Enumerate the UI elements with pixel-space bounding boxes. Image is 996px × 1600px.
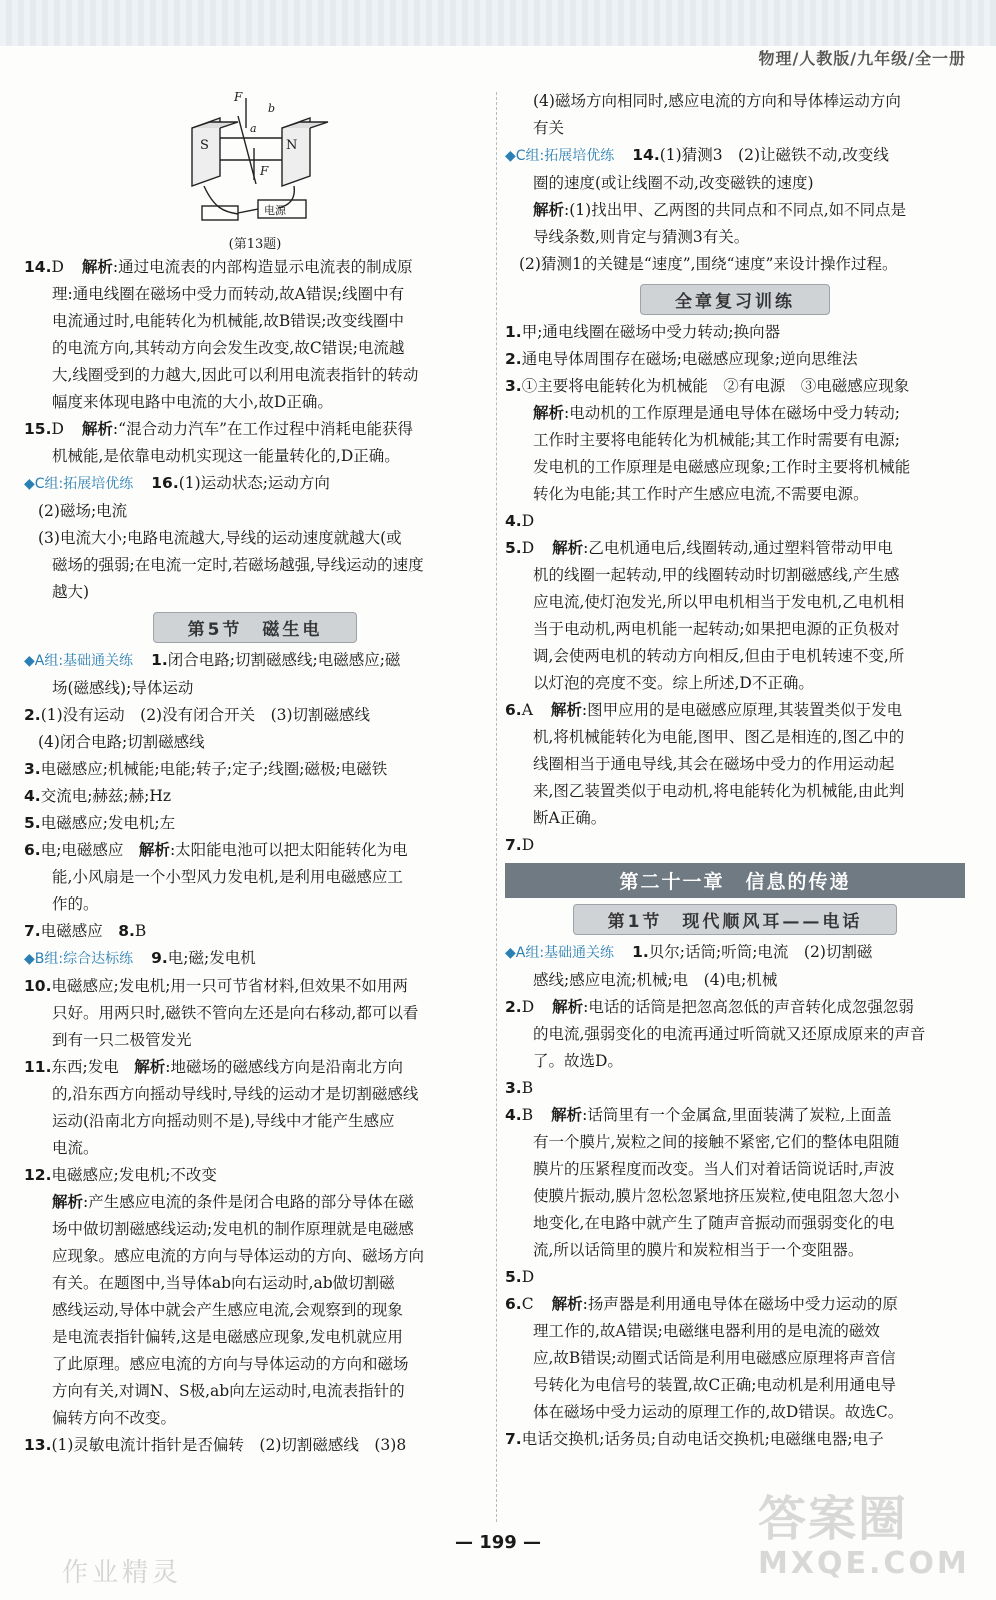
- continuation-text: 号转化为电信号的装置,故C正确;电动机是利用通电导: [533, 1376, 897, 1394]
- section-title: 第1节 现代顺风耳——电话: [573, 904, 898, 935]
- answer-text: 电;电磁感应: [40, 841, 139, 859]
- answer-line: [505, 1183, 965, 1210]
- answer-line: [505, 170, 965, 197]
- continuation-text: 了。故选D。: [533, 1052, 623, 1070]
- answer-text: 话筒里有一个金属盒,里面装满了炭粒,上面盖: [587, 1106, 892, 1124]
- answer-text: D: [521, 1268, 535, 1286]
- label-f1: F: [234, 90, 243, 104]
- answer-text: 图甲应用的是电磁感应原理,其装置类似于发电: [587, 701, 903, 719]
- answer-line: [505, 88, 965, 115]
- continuation-text: 的电流,强弱变化的电流再通过听筒就又还原成原来的声音: [533, 1025, 926, 1043]
- figure-caption: (第13题): [228, 237, 282, 252]
- continuation-text: 越大): [52, 583, 90, 601]
- continuation-text: 机,将机械能转化为电能,图甲、图乙是相连的,图乙中的: [533, 728, 905, 746]
- answer-line: [24, 1324, 486, 1351]
- question-number: 1.: [505, 323, 522, 341]
- group-label: ◆A组:基础通关练: [505, 945, 615, 961]
- continuation-text: (4)磁场方向相同时,感应电流的方向和导体棒运动方向: [533, 92, 901, 110]
- answer-line: [505, 142, 965, 170]
- answer-line: [505, 1264, 965, 1291]
- answer-line: [24, 864, 486, 891]
- answer-line: 6.C 解析:扬声器是利用通电导体在磁场中受力运动的原: [505, 1295, 898, 1313]
- answer-line: 6.A 解析:图甲应用的是电磁感应原理,其装置类似于发电: [505, 701, 903, 719]
- continuation-text: 了此原理。感应电流的方向与导体运动的方向和磁场: [52, 1355, 409, 1373]
- running-header: 物理/人教版/九年级/全一册: [758, 49, 966, 68]
- continuation-text: 偏转方向不改变。: [52, 1409, 177, 1427]
- question-number: 7.: [24, 922, 41, 940]
- answer-text: 产生感应电流的条件是闭合电路的部分导体在磁: [88, 1193, 414, 1211]
- answer-line: [24, 1108, 486, 1135]
- answer-line: [505, 373, 965, 400]
- answer-line: [24, 498, 486, 525]
- continuation-text: 工作时主要将电能转化为机械能;其工作时需要有电源;: [533, 431, 900, 449]
- continuation-text: 地变化,在电路中就产生了随声音振动而强弱变化的电: [533, 1214, 895, 1232]
- watermark-right: [758, 1492, 978, 1592]
- answer-text: B: [521, 1079, 534, 1097]
- watermark-left: 作业精灵: [62, 1558, 183, 1588]
- continuation-text: 作的。: [52, 895, 99, 913]
- answer-text: B: [134, 922, 147, 940]
- answer-line: [24, 470, 486, 498]
- answer-text: 通过电流表的内部构造显示电流表的制成原: [118, 258, 413, 276]
- answer-choice: D: [51, 420, 64, 438]
- answer-text: 电磁感应;发电机;左: [40, 814, 176, 832]
- answer-line: [24, 525, 486, 552]
- answer-text: D: [521, 512, 535, 530]
- continuation-text: 导线条数,则肯定与猜测3有关。: [533, 228, 750, 246]
- question-number: 16.: [151, 474, 179, 492]
- question-number: 9.: [151, 949, 168, 967]
- answer-text: 乙电机通电后,线圈转动,通过塑料管带动甲电: [588, 539, 893, 557]
- answer-line: [24, 918, 486, 945]
- answer-text: (1)运动状态;运动方向: [178, 474, 330, 492]
- question-number: 13.: [24, 1436, 52, 1454]
- answer-choice: D: [51, 258, 64, 276]
- question-number: 5.: [24, 814, 41, 832]
- continuation-text: 发电机的工作原理是电磁感应现象;工作时主要将机械能: [533, 458, 911, 476]
- answer-line: [505, 832, 965, 859]
- answer-line: 解析:电动机的工作原理是通电导体在磁场中受力转动;: [533, 404, 900, 422]
- continuation-text: 磁场的强弱;在电流一定时,若磁场越强,导线运动的速度: [52, 556, 424, 574]
- answer-line: [505, 616, 965, 643]
- continuation-text: 的,沿东西方向摇动导线时,导线的运动才是切割磁感线: [52, 1085, 419, 1103]
- answer-line: [505, 589, 965, 616]
- continuation-text: 运动(沿南北方向摇动则不是),导线中才能产生感应: [52, 1112, 395, 1130]
- label-a: a: [250, 122, 257, 135]
- top-band: [0, 0, 996, 46]
- answer-line: [24, 810, 486, 837]
- answer-text: 东西;发电: [51, 1058, 135, 1076]
- answer-text: 电;磁;发电机: [167, 949, 256, 967]
- answer-line: [24, 1162, 486, 1189]
- question-number: 3.: [24, 760, 41, 778]
- continuation-text: 断A正确。: [533, 809, 607, 827]
- sub-answer-text: (3)电流大小;电路电流越大,导线的运动速度就越大(或: [38, 529, 402, 547]
- answer-line: [505, 1075, 965, 1102]
- answer-line: [24, 443, 486, 470]
- question-number: 2.: [505, 350, 522, 368]
- continuation-text: 能,小风扇是一个小型风力发电机,是利用电磁感应工: [52, 868, 403, 886]
- answer-text: (1)没有运动 (2)没有闭合开关 (3)切割磁感线: [40, 706, 371, 724]
- question-number: 7.: [505, 1430, 522, 1448]
- group-label: ◆A组:基础通关练: [24, 653, 134, 669]
- answer-text: 扬声器是利用通电导体在磁场中受力运动的原: [587, 1295, 898, 1313]
- answer-line: [505, 251, 965, 278]
- answer-line: [505, 1372, 965, 1399]
- answer-text: 电动机的工作原理是通电导体在磁场中受力转动;: [569, 404, 900, 422]
- answer-text: 地磁场的磁感线方向是沿南北方向: [170, 1058, 403, 1076]
- continuation-text: 到有一只二极管发光: [52, 1031, 192, 1049]
- continuation-text: 以灯泡的亮度不变。综上所述,D不正确。: [533, 674, 814, 692]
- answer-line: [24, 389, 486, 416]
- group-label: ◆C组:拓展培优练: [24, 476, 134, 492]
- section-title: 全章复习训练: [640, 284, 830, 315]
- continuation-text: 机的线圈一起转动,甲的线圈转动时切割磁感线,产生感: [533, 566, 900, 584]
- question-number: 8.: [118, 922, 135, 940]
- answer-line: [505, 115, 965, 142]
- answer-line: [24, 308, 486, 335]
- question-number: 2.: [505, 998, 522, 1016]
- continuation-text: 使膜片振动,膜片忽松忽紧地挤压炭粒,使电阻忽大忽小: [533, 1187, 900, 1205]
- answer-line: [505, 508, 965, 535]
- answer-choice: C: [521, 1295, 534, 1313]
- answer-line: [505, 454, 965, 481]
- continuation-text: 应,故B错误;动圈式话筒是利用电磁感应原理将声音信: [533, 1349, 896, 1367]
- section-heading: [505, 904, 965, 935]
- analysis-label: 解析: [533, 404, 565, 422]
- question-number: 4.: [24, 787, 41, 805]
- answer-choice: B: [521, 1106, 534, 1124]
- answer-text: 甲;通电线圈在磁场中受力转动;换向器: [521, 323, 781, 341]
- sub-answer-text: (4)闭合电路;切割磁感线: [38, 733, 205, 751]
- answer-text: 太阳能电池可以把太阳能转化为电: [175, 841, 408, 859]
- question-number: 4.: [505, 1106, 522, 1124]
- answer-line: [505, 751, 965, 778]
- answer-line: [505, 1318, 965, 1345]
- continuation-text: 场(磁感线);导体运动: [52, 679, 194, 697]
- answer-text: 贝尔;话筒;听筒;电流 (2)切割磁: [648, 943, 873, 961]
- continuation-text: 调,会使两电机的转动方向相反,但由于电机转速不变,所: [533, 647, 905, 665]
- question-number: 6.: [24, 841, 41, 859]
- answer-line: [24, 1243, 486, 1270]
- label-s: S: [200, 138, 209, 153]
- continuation-text: 幅度来体现电路中电流的大小,故D正确。: [52, 393, 333, 411]
- answer-line: [505, 1129, 965, 1156]
- answer-line: [505, 1237, 965, 1264]
- right-answers: [505, 88, 965, 1453]
- section-heading: [505, 284, 965, 315]
- analysis-label: 解析: [81, 420, 113, 438]
- answer-line: 解析:(1)找出甲、乙两图的共同点和不同点,如不同点是: [533, 201, 907, 219]
- question-number: 3.: [505, 377, 522, 395]
- analysis-label: 解析: [552, 539, 584, 557]
- answer-line: [505, 778, 965, 805]
- answer-text: ①主要将电能转化为机械能 ②有电源 ③电磁感应现象: [521, 377, 910, 395]
- answer-text: 闭合电路;切割磁感线;电磁感应;磁: [167, 651, 401, 669]
- question-number: 3.: [505, 1079, 522, 1097]
- answer-line: [505, 1156, 965, 1183]
- continuation-text: 应电流,使灯泡发光,所以甲电机相当于发电机,乙电机相: [533, 593, 905, 611]
- answer-line: [24, 1081, 486, 1108]
- question-number: 15.: [24, 420, 52, 438]
- answer-line: 解析:产生感应电流的条件是闭合电路的部分导体在磁: [52, 1193, 414, 1211]
- question-number: 1.: [632, 943, 649, 961]
- continuation-text: 机械能,是依靠电动机实现这一能量转化的,D正确。: [52, 447, 400, 465]
- answer-line: [24, 945, 486, 973]
- answer-choice: A: [521, 701, 533, 719]
- answer-line: [24, 579, 486, 606]
- left-answers: [24, 254, 486, 1459]
- sub-answer-text: (2)磁场;电流: [38, 502, 128, 520]
- answer-choice: D: [521, 998, 535, 1016]
- continuation-text: 感线运动,导体中就会产生感应电流,会观察到的现象: [52, 1301, 403, 1319]
- analysis-label: 解析: [533, 201, 565, 219]
- answer-line: [24, 783, 486, 810]
- answer-line: [505, 224, 965, 251]
- continuation-text: 理工作的,故A错误;电磁继电器利用的是电流的磁效: [533, 1322, 880, 1340]
- question-number: 6.: [505, 1295, 522, 1313]
- answer-line: [24, 675, 486, 702]
- answer-line: [505, 1210, 965, 1237]
- continuation-text: 是电流表指针偏转,这是电磁感应现象,发电机就应用: [52, 1328, 403, 1346]
- question-number: 4.: [505, 512, 522, 530]
- continuation-text: 有一个膜片,炭粒之间的接触不紧密,它们的整体电阻随: [533, 1133, 900, 1151]
- question-number: 7.: [505, 836, 522, 854]
- answer-text: D: [521, 836, 535, 854]
- answer-line: [24, 1027, 486, 1054]
- answer-line: [24, 891, 486, 918]
- watermark-right-big: 答案圈: [758, 1491, 909, 1547]
- answer-line: 5.D 解析:乙电机通电后,线圈转动,通过塑料管带动甲电: [505, 539, 893, 557]
- answer-text: (1)灵敏电流计指针是否偏转 (2)切割磁感线 (3)8: [51, 1436, 407, 1454]
- continuation-text: 方向有关,对调N、S极,ab向左运动时,电流表指针的: [52, 1382, 405, 1400]
- question-number: 5.: [505, 539, 522, 557]
- answer-line: [505, 805, 965, 832]
- continuation-text: 有关: [533, 119, 565, 137]
- answer-line: [24, 1405, 486, 1432]
- analysis-label: 解析: [550, 701, 582, 719]
- answer-line: [24, 756, 486, 783]
- answer-line: [24, 281, 486, 308]
- answer-line: [505, 1048, 965, 1075]
- answer-line: [24, 1216, 486, 1243]
- magnet-circuit-diagram: [24, 88, 486, 228]
- answer-text: 通电导体周围存在磁场;电磁感应现象;逆向思维法: [521, 350, 858, 368]
- continuation-text: 流,所以话筒里的膜片和炭粒相当于一个变阻器。: [533, 1241, 864, 1259]
- continuation-text: 大,线圈受到的力越大,因此可以利用电流表指针的转动: [52, 366, 419, 384]
- answer-choice: D: [521, 539, 535, 557]
- page-number: — 199 —: [454, 1532, 542, 1553]
- answer-text: 电话的话筒是把忽高忽低的声音转化成忽强忽弱: [588, 998, 914, 1016]
- answer-text: 交流电;赫兹;赫;Hz: [40, 787, 172, 805]
- continuation-text: 来,图乙装置类似于电动机,将电能转化为机械能,由此判: [533, 782, 905, 800]
- section-title: 第5节 磁生电: [153, 612, 358, 643]
- answer-line: [24, 1297, 486, 1324]
- watermark-right-small: MXQE.COM: [758, 1546, 970, 1581]
- continuation-text: 场中做切割磁感线运动;发电机的制作原理就是电磁感: [52, 1220, 414, 1238]
- question-number: 1.: [151, 651, 168, 669]
- analysis-label: 解析: [552, 998, 584, 1016]
- continuation-text: 转化为电能;其工作时产生感应电流,不需要电源。: [533, 485, 869, 503]
- question-number: 10.: [24, 977, 52, 995]
- answer-text: 电磁感应;发电机;用一只可节省材料,但效果不如用两: [51, 977, 408, 995]
- answer-line: 14.D 解析:通过电流表的内部构造显示电流表的制成原: [24, 258, 413, 276]
- analysis-label: 解析: [138, 841, 170, 859]
- answer-line: [24, 1351, 486, 1378]
- continuation-text: 电流通过时,电能转化为机械能,故B错误;改变线圈中: [52, 312, 404, 330]
- continuation-text: 体在磁场中受力运动的原理工作的,故D错误。故选C。: [533, 1403, 904, 1421]
- group-label: ◆C组:拓展培优练: [505, 148, 615, 164]
- answer-line: [24, 1378, 486, 1405]
- figure-13: [24, 88, 486, 238]
- answer-line: 2.D 解析:电话的话筒是把忽高忽低的声音转化成忽强忽弱: [505, 998, 914, 1016]
- label-b: b: [268, 102, 276, 115]
- label-f2: F: [260, 164, 269, 178]
- answer-text: 电话交换机;话务员;自动电话交换机;电磁继电器;电子: [521, 1430, 884, 1448]
- answer-line: [505, 427, 965, 454]
- continuation-text: 当于电动机,两电机能一起转动;如果把电源的正负极对: [533, 620, 900, 638]
- answer-text: (1)找出甲、乙两图的共同点和不同点,如不同点是: [569, 201, 907, 219]
- answer-line: [24, 1432, 486, 1459]
- section-heading: [24, 612, 486, 643]
- continuation-text: 感线;感应电流;机械;电 (4)电;机械: [533, 971, 778, 989]
- answer-line: [24, 362, 486, 389]
- question-number: 11.: [24, 1058, 52, 1076]
- question-number: 5.: [505, 1268, 522, 1286]
- question-number: 12.: [24, 1166, 52, 1184]
- answer-line: [24, 702, 486, 729]
- question-number: 6.: [505, 701, 522, 719]
- answer-line: [505, 724, 965, 751]
- answer-line: [505, 1399, 965, 1426]
- continuation-text: 理:通电线圈在磁场中受力而转动,故A错误;线圈中有: [52, 285, 405, 303]
- analysis-label: 解析: [52, 1193, 84, 1211]
- answer-line: [505, 481, 965, 508]
- answer-line: [505, 939, 965, 967]
- answer-line: 11.东西;发电 解析:地磁场的磁感线方向是沿南北方向: [24, 1058, 403, 1076]
- label-n: N: [286, 138, 298, 153]
- answer-line: [24, 1270, 486, 1297]
- answer-line: 6.电;电磁感应 解析:太阳能电池可以把太阳能转化为电: [24, 841, 408, 859]
- answer-line: 15.D 解析:“混合动力汽车”在工作过程中消耗电能获得: [24, 420, 414, 438]
- group-label: ◆B组:综合达标练: [24, 951, 134, 967]
- analysis-label: 解析: [81, 258, 113, 276]
- question-number: 14.: [632, 146, 660, 164]
- question-number: 14.: [24, 258, 52, 276]
- sub-answer-text: (2)猜测1的关键是“速度”,围绕“速度”来设计操作过程。: [519, 255, 898, 273]
- column-divider: [496, 92, 497, 1522]
- answer-line: [24, 335, 486, 362]
- answer-text: (1)猜测3 (2)让磁铁不动,改变线: [659, 146, 889, 164]
- answer-line: [24, 973, 486, 1000]
- left-column: [24, 88, 486, 1459]
- right-column: [505, 88, 965, 1453]
- answer-line: [505, 346, 965, 373]
- answer-text: 电磁感应: [40, 922, 119, 940]
- answer-line: [505, 1021, 965, 1048]
- answer-text: “混合动力汽车”在工作过程中消耗电能获得: [118, 420, 414, 438]
- answer-line: 4.B 解析:话筒里有一个金属盒,里面装满了炭粒,上面盖: [505, 1106, 892, 1124]
- continuation-text: 的电流方向,其转动方向会发生改变,故C错误;电流越: [52, 339, 405, 357]
- answer-line: [24, 552, 486, 579]
- answer-text: 电磁感应;机械能;电能;转子;定子;线圈;磁极;电磁铁: [40, 760, 388, 778]
- continuation-text: 膜片的压紧程度而改变。当人们对着话筒说话时,声波: [533, 1160, 895, 1178]
- answer-line: [505, 1345, 965, 1372]
- answer-line: [505, 1426, 965, 1453]
- answer-line: [505, 967, 965, 994]
- chapter-heading: 第二十一章 信息的传递: [505, 863, 965, 898]
- continuation-text: 圈的速度(或让线圈不动,改变磁铁的速度): [533, 174, 814, 192]
- answer-line: [505, 643, 965, 670]
- answer-line: [24, 729, 486, 756]
- analysis-label: 解析: [551, 1295, 583, 1313]
- analysis-label: 解析: [134, 1058, 166, 1076]
- answer-line: [505, 319, 965, 346]
- answer-line: [505, 670, 965, 697]
- answer-line: [24, 1000, 486, 1027]
- label-power: 电源: [264, 204, 286, 217]
- answer-line: [24, 1135, 486, 1162]
- continuation-text: 线圈相当于通电导线,其会在磁场中受力的作用运动起: [533, 755, 895, 773]
- continuation-text: 应现象。感应电流的方向与导体运动的方向、磁场方向: [52, 1247, 425, 1265]
- answer-line: [24, 647, 486, 675]
- continuation-text: 有关。在题图中,当导体ab向右运动时,ab做切割磁: [52, 1274, 395, 1292]
- continuation-text: 电流。: [52, 1139, 99, 1157]
- analysis-label: 解析: [551, 1106, 583, 1124]
- question-number: 2.: [24, 706, 41, 724]
- continuation-text: 只好。用两只时,磁铁不管向左还是向右移动,都可以看: [52, 1004, 419, 1022]
- answer-text: 电磁感应;发电机;不改变: [51, 1166, 217, 1184]
- answer-line: [505, 562, 965, 589]
